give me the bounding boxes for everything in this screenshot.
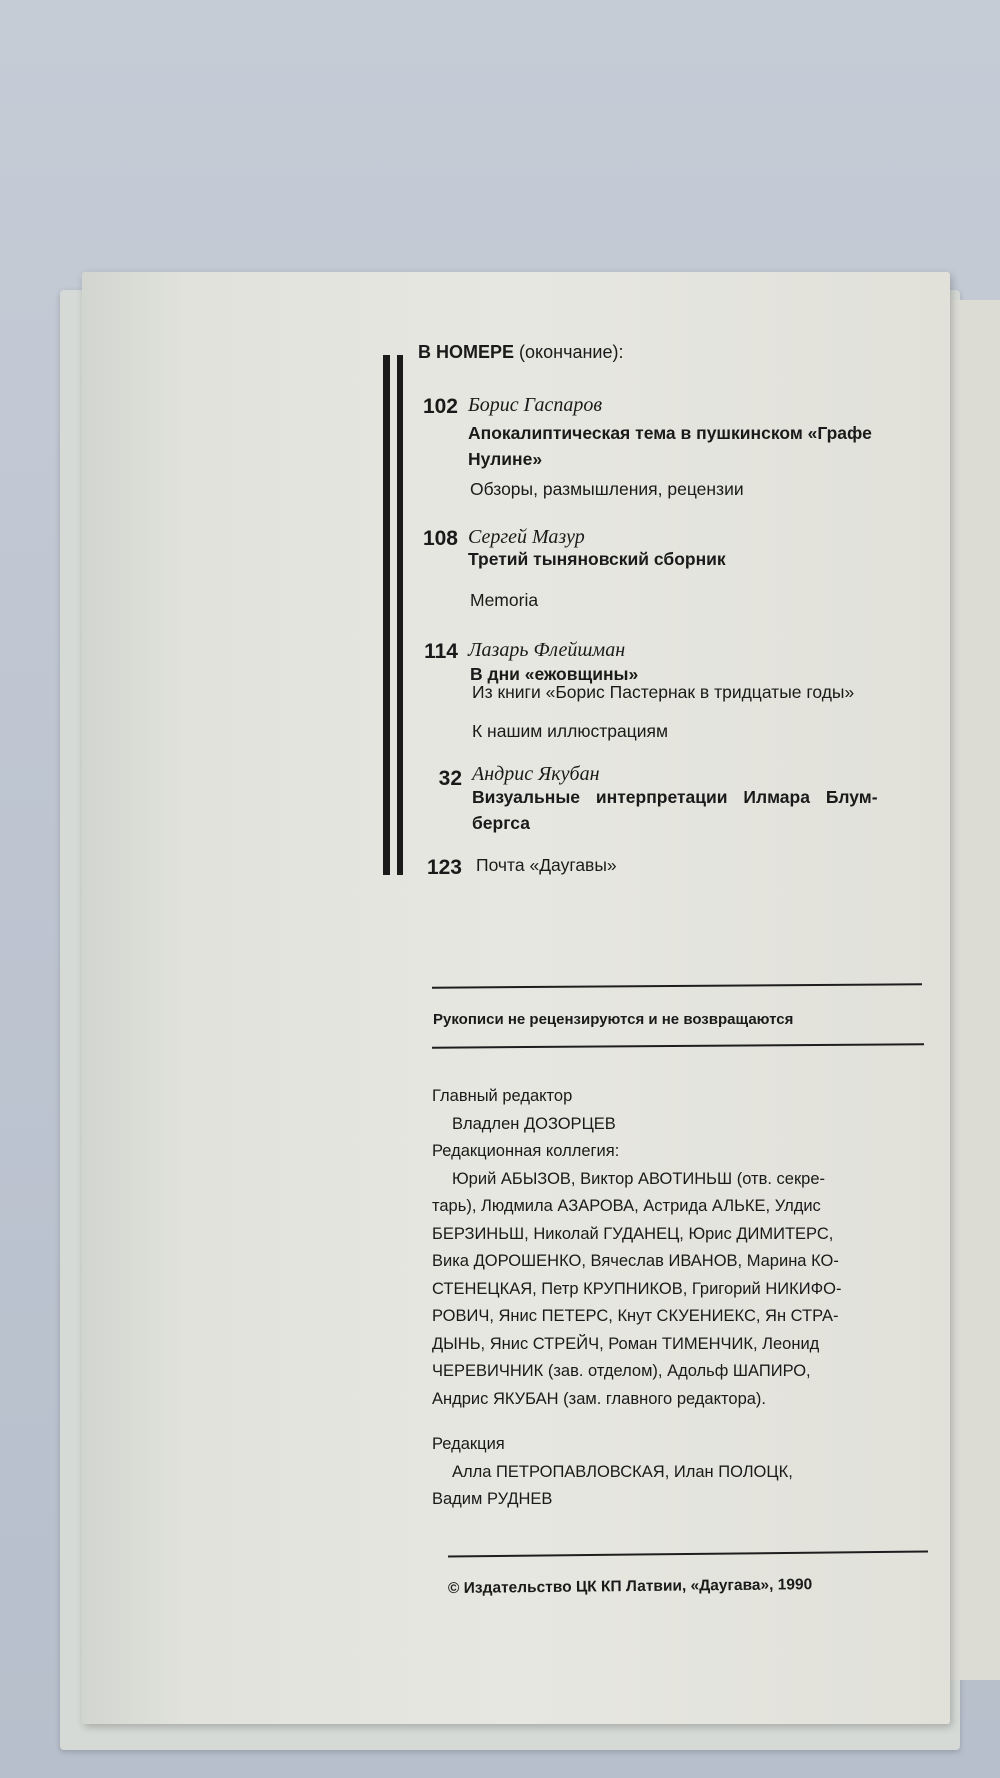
toc-heading-rest: (окончание): (519, 342, 624, 362)
board-line: Юрий АБЫЗОВ, Виктор АВОТИНЬШ (отв. секре- (452, 1169, 826, 1188)
author-name: Андрис Якубан (472, 763, 600, 785)
toc-heading (418, 342, 623, 363)
page-number: 32 (438, 767, 462, 790)
editorial-board-label: Редакционная коллегия: (432, 1142, 620, 1160)
toc-heading-bold: В НОМЕРЕ (418, 342, 515, 362)
article-title: Визуальные интерпретации Илмара Блум- (472, 787, 878, 807)
board-line: СТЕНЕЦКАЯ, Петр КРУПНИКОВ, Григорий НИКИФО- (432, 1279, 842, 1298)
author-name: Лазарь Флейшман (468, 639, 626, 661)
editorial-staff-line: Вадим РУДНЕВ (432, 1490, 553, 1508)
article-subtitle: Из книги «Борис Пастернак в тридцатые годы» (472, 682, 855, 702)
author-name: Борис Гаспаров (468, 394, 603, 416)
masthead (432, 1083, 932, 1514)
page-number: 114 (424, 640, 458, 663)
board-line: РОВИЧ, Янис ПЕТЕРС, Кнут СКУЕНИЕКС, Ян СТРА- (432, 1307, 839, 1325)
article-title-cont: Нулине» (468, 449, 543, 469)
article-title: Почта «Даугавы» (476, 855, 617, 875)
manuscripts-notice: Рукописи не рецензируются и не возвращаются (433, 1011, 794, 1028)
editorial-staff-line: Алла ПЕТРОПАВЛОВСКАЯ, Илан ПОЛОЦК, (452, 1462, 793, 1481)
board-line: Вика ДОРОШЕНКО, Вячеслав ИВАНОВ, Марина КО- (432, 1252, 839, 1270)
section-heading: Memoria (470, 590, 539, 610)
board-line: ДЫНЬ, Янис СТРЕЙЧ, Роман ТИМЕНЧИК, Леонид (432, 1334, 820, 1353)
page-number: 108 (422, 527, 458, 550)
article-title-cont: бергса (472, 813, 530, 833)
section-heading: К нашим иллюстрациям (472, 721, 669, 741)
section-heading: Обзоры, размышления, рецензии (470, 479, 744, 499)
chief-editor-label: Главный редактор (432, 1087, 573, 1105)
copyright-line: © Издательство ЦК КП Латвии, «Даугава», 1990 (447, 1576, 813, 1597)
toc-bar-thick (383, 355, 390, 875)
article-title: В дни «ежовщины» (470, 664, 639, 684)
board-line: ЧЕРЕВИЧНИК (зав. отделом), Адольф ШАПИРО, (432, 1362, 811, 1380)
page-number: 123 (426, 856, 462, 879)
adjacent-page-edge (948, 300, 1000, 1680)
board-line: БЕРЗИНЬШ, Николай ГУДАНЕЦ, Юрис ДИМИТЕРС, (432, 1224, 834, 1243)
editorial-staff-label: Редакция (432, 1435, 505, 1453)
board-line: тарь), Людмила АЗАРОВА, Астрида АЛЬКЕ, Улдис (432, 1197, 821, 1215)
toc-bar-thin (397, 355, 403, 875)
article-title: Апокалиптическая тема в пушкинском «Графе (468, 423, 872, 443)
page-number: 102 (422, 395, 458, 418)
chief-editor-name: Владлен ДОЗОРЦЕВ (452, 1114, 616, 1133)
author-name: Сергей Мазур (468, 526, 585, 548)
article-title: Третий тыняновский сборник (468, 549, 726, 569)
board-line: Андрис ЯКУБАН (зам. главного редактора). (432, 1389, 766, 1408)
